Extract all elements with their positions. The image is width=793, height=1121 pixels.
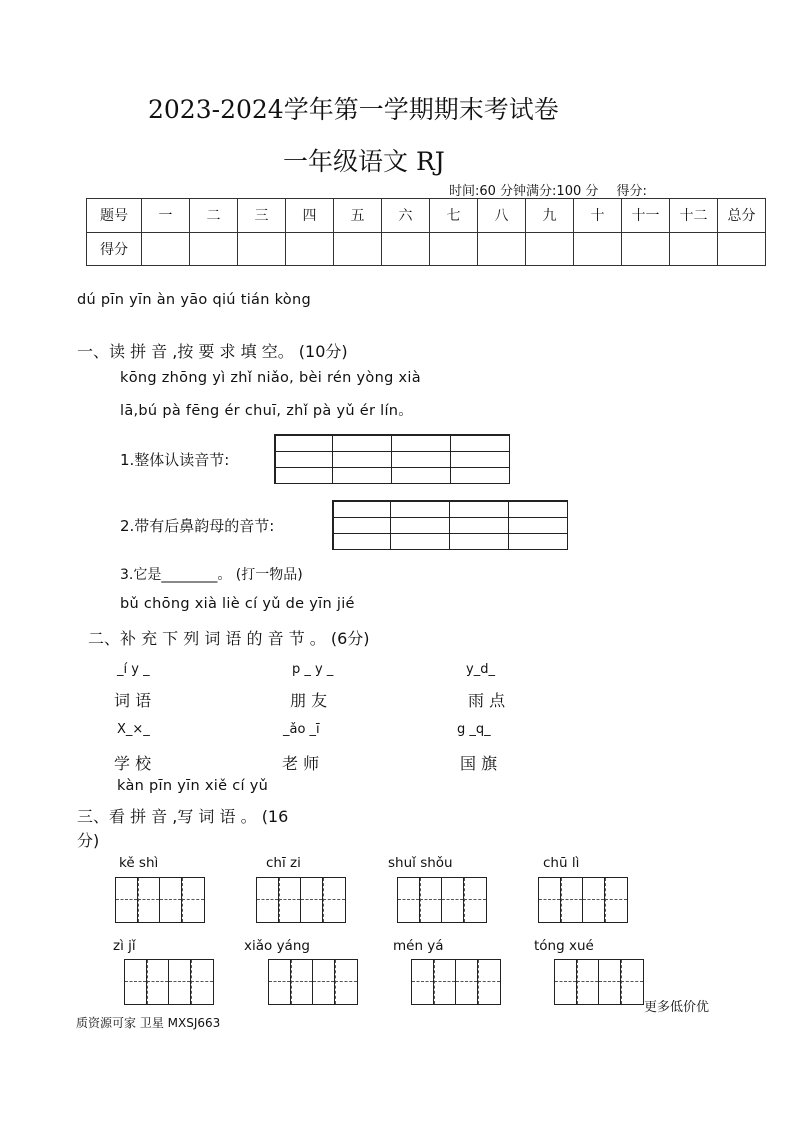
character-grid[interactable] <box>538 877 628 923</box>
score-cell[interactable] <box>238 232 286 266</box>
score-col-header: 九 <box>526 199 574 233</box>
section3-title-line2: 分) <box>77 831 100 850</box>
score-col-header: 十 <box>574 199 622 233</box>
character-grid[interactable] <box>411 959 501 1005</box>
word: 学 校 <box>114 754 152 773</box>
blank-pinyin[interactable]: g _q_ <box>457 722 491 737</box>
score-col-header: 总分 <box>718 199 766 233</box>
word-pinyin: kě shì <box>119 855 159 871</box>
section3-pinyin-title: kàn pīn yīn xiě cí yǔ <box>117 778 269 794</box>
score-col-header: 十一 <box>622 199 670 233</box>
score-cell[interactable] <box>622 232 670 266</box>
character-grid[interactable] <box>268 959 358 1005</box>
word-pinyin: xiǎo yáng <box>244 938 310 954</box>
score-label: 得分: <box>616 184 647 199</box>
q1-writing-grid[interactable] <box>274 434 510 484</box>
score-cell[interactable] <box>478 232 526 266</box>
blank-pinyin[interactable]: X_×_ <box>117 722 150 737</box>
word: 雨 点 <box>468 691 506 710</box>
section1-text-line2: lā,bú pà fēng ér chuī, zhǐ pà yǔ ér lín。 <box>120 403 414 419</box>
score-col-header: 七 <box>430 199 478 233</box>
section3-title-line1: 三、看 拼 音 ,写 词 语 。 (16 <box>77 807 289 826</box>
score-table-header-row <box>87 199 766 233</box>
score-cell[interactable] <box>718 232 766 266</box>
score-col-header: 一 <box>142 199 190 233</box>
score-cell[interactable] <box>334 232 382 266</box>
character-grid[interactable] <box>124 959 214 1005</box>
character-grid[interactable] <box>554 959 644 1005</box>
score-col-header: 六 <box>382 199 430 233</box>
score-col-header: 四 <box>286 199 334 233</box>
q2-writing-grid[interactable] <box>332 500 568 550</box>
character-grid[interactable] <box>256 877 346 923</box>
word-pinyin: mén yá <box>393 938 444 954</box>
section1-q2-label: 2.带有后鼻韵母的音节: <box>120 517 275 535</box>
word: 朋 友 <box>290 691 328 710</box>
score-cell[interactable] <box>670 232 718 266</box>
word-pinyin: tóng xué <box>534 938 594 954</box>
word: 老 师 <box>282 754 320 773</box>
blank-pinyin[interactable]: _í y _ <box>117 662 150 677</box>
score-col-header: 五 <box>334 199 382 233</box>
word-pinyin: chū lì <box>543 855 580 871</box>
section1-text-line1: kōng zhōng yì zhǐ niǎo, bèi rén yòng xià <box>120 370 421 386</box>
section1-pinyin-title: dú pīn yīn àn yāo qiú tián kòng <box>77 292 311 308</box>
blank-pinyin[interactable]: p _ y _ <box>292 662 334 677</box>
time-info: 时间:60 分钟满分:100 分 <box>449 184 599 199</box>
section1-q1-label: 1.整体认读音节: <box>120 451 230 469</box>
score-cell[interactable] <box>142 232 190 266</box>
section1-title: 一、读 拼 音 ,按 要 求 填 空。 (10分) <box>77 342 348 361</box>
score-cell[interactable] <box>190 232 238 266</box>
score-table-row-label: 得分 <box>87 232 142 266</box>
score-col-header: 十二 <box>670 199 718 233</box>
footer-left-text: 质资源可家 卫星 MXSJ663 <box>76 1016 221 1030</box>
score-cell[interactable] <box>286 232 334 266</box>
section1-q3: 3.它是________。 (打一物品) <box>120 567 303 583</box>
word-pinyin: zì jǐ <box>113 938 136 954</box>
character-grid[interactable] <box>397 877 487 923</box>
exam-title: 2023-2024学年第一学期期末考试卷 <box>148 95 559 124</box>
footer-right-text: 更多低价优 <box>644 1000 710 1015</box>
score-cell[interactable] <box>526 232 574 266</box>
score-cell[interactable] <box>574 232 622 266</box>
blank-pinyin[interactable]: y_d_ <box>466 662 495 677</box>
exam-meta <box>449 180 653 199</box>
section2-title: 二、补 充 下 列 词 语 的 音 节 。 (6分) <box>88 629 370 648</box>
score-col-header: 三 <box>238 199 286 233</box>
word-pinyin: shuǐ shǒu <box>388 855 453 871</box>
score-col-header: 八 <box>478 199 526 233</box>
section2-pinyin-title: bǔ chōng xià liè cí yǔ de yīn jié <box>120 596 355 612</box>
word-pinyin: chī zi <box>266 855 301 871</box>
score-cell[interactable] <box>382 232 430 266</box>
character-grid[interactable] <box>115 877 205 923</box>
blank-pinyin[interactable]: _ǎo _ī <box>283 722 320 737</box>
score-cell[interactable] <box>430 232 478 266</box>
score-col-header: 二 <box>190 199 238 233</box>
exam-subtitle: 一年级语文 RJ <box>283 147 445 176</box>
score-table-score-row <box>87 232 766 266</box>
word: 词 语 <box>114 691 152 710</box>
score-table-header-label: 题号 <box>87 199 142 233</box>
word: 国 旗 <box>460 754 498 773</box>
score-table <box>86 198 766 266</box>
